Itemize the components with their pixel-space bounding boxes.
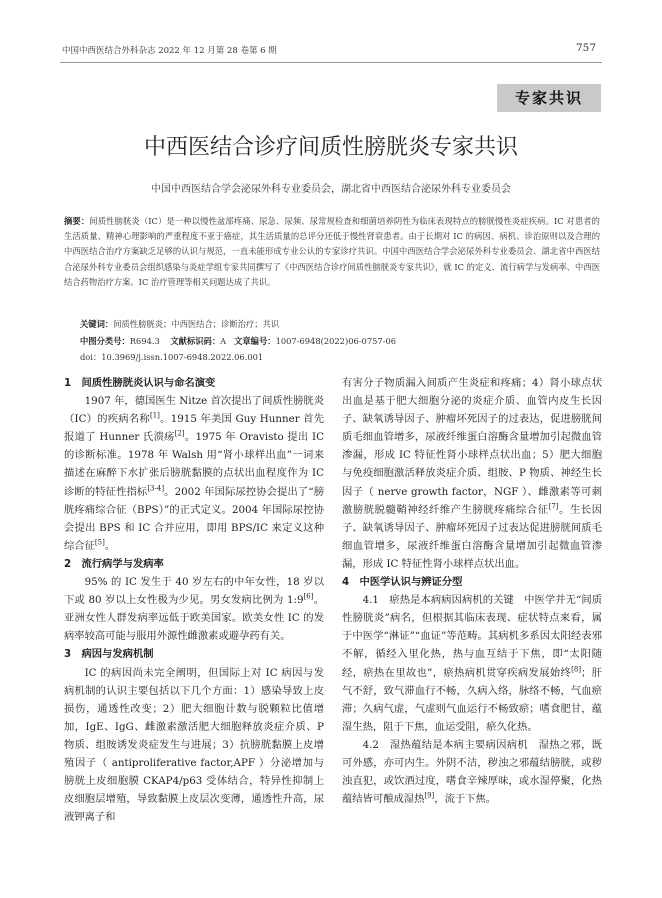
text-run: 。亚洲女性人群发病率远低于欧美国家。欧美女性 IC 的发病率较高可能与服用外源性雌激素或避孕药有关。 xyxy=(64,594,324,643)
clc-value: R694.3 xyxy=(129,336,160,346)
keywords-label: 关键词： xyxy=(80,319,114,329)
paragraph: IC 的病因尚未完全阐明，但国际上对 IC 病因与发病机制的认识主要包括以下几个方面：1）感染导致上皮损伤，通透性改变；2）肥大细胞计数与脱颗粒比值增加，IgE、IgG、雌激素激活肥大细胞释放炎症介质、P 物质、组胺诱发炎症发生与进展；3）抗膀胱黏膜上皮增殖因子（ antiproliferative factor,APF ）分泌增加与膀胱上皮细胞膜 CKAP4/p63 受体结合，特异性抑制上皮细胞层增殖，导致黏膜上皮层次变薄，通透性升高，尿液钾离子和 xyxy=(64,666,324,824)
citation: [1] xyxy=(149,411,160,420)
text-run: 。2002 年国际尿控协会提出了“膀胱疼痛综合征（BPS）”的正式定义。2004 年国际尿控协会提出 BPS 和 IC 合并应用，即用 BPS/IC 来定义这种综合征 xyxy=(64,485,324,552)
doi: doi：10.3969/j.issn.1007-6948.2022.06.001 xyxy=(80,352,264,362)
article-number-label: 文章编号： xyxy=(234,336,276,346)
keywords xyxy=(80,318,279,330)
citation: [8] xyxy=(571,665,582,674)
paragraph xyxy=(64,392,324,555)
keywords-text: 间质性膀胱炎；中西医结合；诊断治疗；共识 xyxy=(113,319,280,329)
text-run: ；肝气不舒，致气滞血行不畅，久病入络，脉络不畅，气血瘀滞；久病气虚，气虚则气血运行不畅致瘀；嗜食肥甘，蕴湿生热，阻于下焦，血运受阻，瘀久化热。 xyxy=(342,666,603,733)
section-badge: 专家共识 xyxy=(497,84,601,112)
citation: [9] xyxy=(424,791,435,800)
journal-header: 中国中西医结合外科杂志 2022 年 12 月第 28 卷第 6 期 xyxy=(62,46,277,56)
clc-label: 中图分类号： xyxy=(80,336,130,346)
right-column xyxy=(342,374,602,808)
citation: [3-4] xyxy=(147,484,165,493)
abstract xyxy=(64,214,600,290)
header-rule xyxy=(60,62,602,63)
paragraph xyxy=(342,374,602,573)
text-run: 。生长因子、缺氧诱导因子、肿瘤坏死因子过表达促进膀胱间质毛细血管增多，尿液纤维蛋白溶酶含量增加引起微血管渗漏，形成 IC 特征性肾小球样点状出血。 xyxy=(342,503,603,570)
text-run: 4.2 湿热蕴结是本病主要病因病机 湿热之邪，既可外感，亦可内生。外阴不洁，秽浊之邪蕴结膀胱，或秽浊直犯，或饮酒过度，嗜食辛辣厚味，或水湿停聚，化热蕴结皆可酿成湿热 xyxy=(342,738,602,806)
doc-code-label: 文献标识码： xyxy=(170,336,221,346)
text-run: 1907 年，德国医生 Nitze 首次提出了间质性膀胱炎（IC）的疾病名称 xyxy=(64,395,324,426)
abstract-label: 摘要： xyxy=(64,216,90,226)
citation: [2] xyxy=(174,429,185,438)
abstract-text: 间质性膀胱炎（IC）是一种以慢性盆部疼痛、尿急、尿频、尿常规检查和细菌培养阴性为临床表现特点的膀胱慢性炎症疾病。IC 对患者的生活质量、精神心理影响的严重程度不亚于癌症，其生活质量的总评分还低于慢性肾衰患者。由于长期对 IC 的病因、病机、诊治原则以及合理的中西医结合治疗方案缺乏足够的认识与规范，一直未能形成专业公认的专家诊疗共识。中国中西医结合学会泌尿外科专业委员会、湖北省中西医结合泌尿外科专业委员会组织感染与炎症学组专家共同撰写了《中西医结合诊疗间质性膀胱炎专家共识》，就 IC 的定义、流行病学与发病率、中西医结合药物治疗方案、IC 治疗管理等相关问题达成了共识。 xyxy=(64,216,600,287)
article-number-value: 1007-6948(2022)06-0757-06 xyxy=(275,336,397,346)
text-run: ，流于下焦。 xyxy=(434,793,497,806)
text-run: 4.1 瘀热是本病病因病机的关键 中医学并无“间质性膀胱炎”病名，但根据其临床表现、症状特点来看，属于中医学“淋证”“血证”等范畴。其病机多系因太阳经表邪不解，循经入里化热，热与血互结于下焦，即“太阳随经，瘀热在里故也”，瘀热病机贯穿疾病发展始终 xyxy=(342,594,602,679)
text-run: 。1975 年 Oravisto 提出 IC 的诊断标准。1978 年 Walsh 用“肾小球样出血”一词来描述在麻醉下水扩张后膀胱黏膜的点状出血程度作为 IC 诊断的特征性指标 xyxy=(64,431,325,498)
citation: [6] xyxy=(303,592,314,601)
text-run: 95% 的 IC 发生于 40 岁左右的中年女性，18 岁以下或 80 岁以上女性极为少见。男女发病比例为 1:9 xyxy=(64,576,324,607)
section-heading-1: 1 间质性膀胱炎认识与命名演变 xyxy=(64,377,216,389)
left-column xyxy=(64,374,324,826)
paragraph xyxy=(64,573,324,645)
section-heading-4: 4 中医学认识与辨证分型 xyxy=(342,576,463,589)
text-run: 。 xyxy=(104,539,116,552)
article-title: 中西医结合诊疗间质性膀胱炎专家共识 xyxy=(143,135,518,160)
paragraph xyxy=(342,736,602,808)
paragraph xyxy=(342,591,602,736)
section-heading-2: 2 流行病学与发病率 xyxy=(64,557,164,570)
text-run: 有害分子物质漏入间质产生炎症和疼痛；4）肾小球点状出血是基于肥大细胞分泌的炎症介质、血管内皮生长因子、缺氧诱导因子、肿瘤坏死因子的过表达，促进膀胱间质毛细血管增多，尿液纤维蛋白溶酶含量增加引起微血管渗漏，形成 IC 特征性肾小球样点状出血；5）肥大细胞与免疫细胞激活释放炎症介质、组胺、P 物质、神经生长因子（ nerve growth factor，NGF ）、雌激素等可刺激膀胱脱髓鞘神经纤维产生膀胱疼痛综合征 xyxy=(342,377,602,516)
classification xyxy=(80,335,396,347)
text-run: 。1915 年美国 Guy Hunner 首先报道了 Hunner 氏溃疡 xyxy=(64,413,324,444)
page-number: 757 xyxy=(575,42,596,54)
section-heading-3: 3 病因与发病机制 xyxy=(64,648,154,661)
doc-code-value: A xyxy=(220,336,227,346)
citation: [5] xyxy=(94,538,105,547)
article-authors: 中国中西医结合学会泌尿外科专业委员会，湖北省中西医结合泌尿外科专业委员会 xyxy=(151,184,511,195)
citation: [7] xyxy=(548,502,559,511)
